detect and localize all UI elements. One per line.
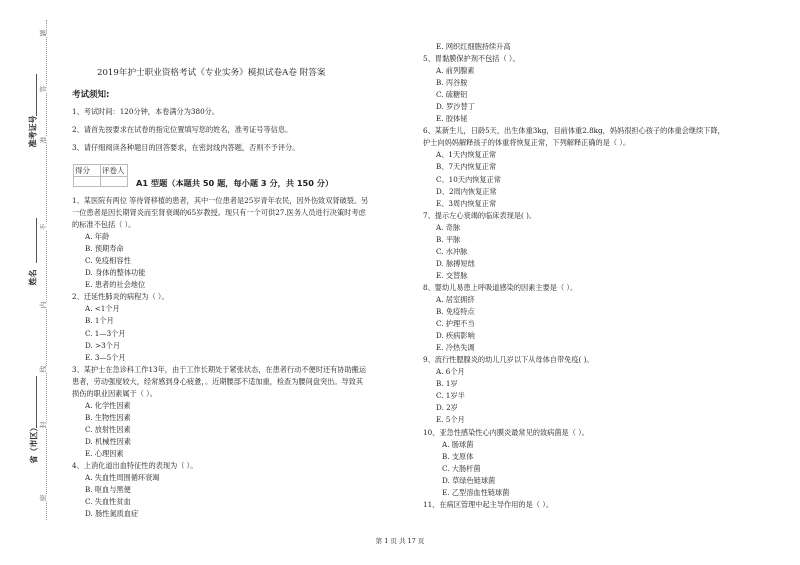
question-option: A. 前列腺素 [436, 66, 475, 76]
question-text: 一位患者是因长期肾炎而至肾衰竭的65岁教授。现只有一个可供27.医务人员进行决策时考虑 [72, 208, 366, 218]
question-text: 3、某护士在急诊科工作13年，由于工作长期处于紧张状态，在患者行动不便时还有协助搬运 [72, 364, 367, 374]
question-text: 11、在病区管理中起主导作用的是（ ）。 [423, 499, 554, 509]
section-title: A1 型题（本题共 50 题，每小题 3 分，共 150 分） [136, 178, 334, 188]
question-option: E. 心理因素 [85, 448, 124, 458]
question-text: 1、某医院有两位 等待肾移植的患者，其中一位患者是25岁青年农民，因外伤致双肾破裂。另 [72, 196, 369, 205]
seal-char: 不 [39, 223, 48, 231]
question-option: E. 患者的社会地位 [85, 280, 146, 290]
question-option: B. 1岁 [436, 379, 458, 389]
question-text: 损伤的职业因素属于（ ）。 [72, 388, 157, 398]
question-text: 5、胃黏膜保护剂不包括（ ）。 [423, 54, 520, 64]
question-text: 4、上消化道出血特征性的表现为（ ）。 [72, 461, 198, 471]
name-rule [36, 218, 37, 263]
question-option: E. 胶体铋 [436, 114, 468, 124]
question-text: 8、婴幼儿易患上呼吸道感染的因素主要是（ ）。 [423, 282, 578, 292]
question-option: C. 1岁半 [436, 391, 465, 401]
question-option: B. 呕血与黑便 [85, 485, 131, 495]
province-label: 省（市区） [29, 423, 39, 464]
seal-char: 题 [39, 29, 48, 37]
question-option: E、3周内恢复正常 [436, 198, 497, 208]
question-option: D. >3个月 [85, 340, 121, 350]
right-column [423, 41, 725, 511]
question-option: A. <1个月 [85, 304, 120, 314]
notice-item: 3、请仔细阅读各种题目的回答要求，在密封线内答题，否则不予评分。 [72, 143, 300, 152]
question-option: E. 网织红细胞持续升高 [436, 42, 511, 51]
question-option: D. 疾病影响 [436, 331, 475, 341]
question-option: B. 丙谷胺 [436, 78, 468, 88]
question-text: 10、亚急性感染性心内膜炎最常见的致病菌是（ ）。 [423, 427, 589, 437]
question-option: A. 年龄 [85, 232, 110, 242]
question-option: D. 机械性因素 [85, 436, 132, 446]
question-q7 [423, 210, 725, 282]
question-option: C. 护理不当 [436, 319, 475, 329]
province-rule [36, 376, 37, 428]
seal-char: 内 [39, 301, 48, 309]
question-option: A. 肠球菌 [442, 439, 474, 449]
seal-char: 封 [39, 421, 48, 429]
question-option: E. 5个月 [436, 415, 465, 425]
question-q2 [72, 291, 368, 363]
score-cell[interactable] [74, 177, 101, 187]
seal-char: 密 [39, 494, 48, 502]
question-option: C. 免疫相容性 [85, 256, 131, 266]
question-option: D. 脉搏短绌 [436, 258, 475, 268]
question-q11 [423, 499, 725, 511]
question-option: D. 罗沙替丁 [436, 102, 475, 112]
question-option: B. 平脉 [436, 234, 461, 244]
question-q6 [423, 125, 725, 209]
question-option: C. 1—3个月 [85, 328, 126, 338]
question-option: A. 奇脉 [436, 222, 461, 232]
question-option: C. 大肠杆菌 [442, 463, 481, 473]
question-text: 2、迁延性肺炎的病程为（ ）。 [72, 292, 169, 302]
question-q10 [423, 427, 725, 499]
question-text: 9、流行性腮腺炎的幼儿几岁以下从母体自带免疫( )。 [423, 355, 594, 365]
question-option: C. 失血性贫血 [85, 497, 131, 507]
question-option: D. 草绿色链球菌 [442, 475, 496, 485]
question-option: A. 居室拥挤 [436, 294, 475, 304]
question-option: D. 肠性氮质血症 [85, 509, 139, 519]
question-option: B. 预期寿命 [85, 244, 124, 254]
question-option: D、2周内恢复正常 [436, 186, 497, 196]
score-header: 得分 [74, 165, 101, 177]
question-option: A. 化学性因素 [85, 400, 131, 410]
question-q1 [72, 195, 368, 291]
question-text: 患者，劳动强度较大，经常感到身心疲惫，。近期腰部不适加重，检查为腰间盘突出。导致其 [72, 376, 364, 386]
grader-header: 评卷人 [101, 165, 128, 177]
question-option: C. 放射性因素 [85, 424, 131, 434]
exam-id-label: 准考证号 [28, 115, 38, 148]
question-text: 的标准不包括（ ）。 [72, 220, 136, 230]
question-option: B. 支原体 [442, 451, 474, 461]
question-option: B. 免疫特点 [436, 307, 475, 317]
left-column [72, 195, 368, 520]
question-option: B. 生物性因素 [85, 412, 131, 422]
question-option: A. 失血性周围循环衰竭 [85, 473, 160, 483]
seal-char: 答 [39, 85, 48, 93]
question-q9 [423, 354, 725, 426]
question-option: E. 3—5个月 [85, 352, 126, 362]
question-option: D. 身体的整体功能 [85, 268, 146, 278]
page-title: 2019年护士职业资格考试《专业实务》模拟试卷A卷 附答案 [97, 68, 326, 78]
exam-id-rule [36, 74, 37, 116]
question-option: E. 乙型溶血性链球菌 [442, 487, 510, 497]
notice-item: 2、请首先按要求在试卷的指定位置填写您的姓名，准考证号等信息。 [72, 125, 293, 134]
question-option: B. 1个月 [85, 316, 114, 326]
question-q5 [423, 53, 725, 125]
page-footer: 第 1 页 共 17 页 [375, 537, 425, 545]
question-text: 7、提示左心衰竭的临床表现是( )。 [423, 210, 537, 220]
seal-char: 准 [39, 136, 48, 144]
question-option: A、1天内恢复正常 [436, 150, 497, 160]
question-option: D. 2岁 [436, 403, 458, 413]
question-q8 [423, 282, 725, 354]
question-option: C. 水冲脉 [436, 246, 468, 256]
question-option: C、10天内恢复正常 [436, 174, 501, 184]
question-q3 [72, 364, 368, 460]
question-option: C. 硫糖铝 [436, 90, 468, 100]
question-text: 护士向妈妈解释孩子的体重将恢复正常，下列解释正确的是（ ）。 [423, 138, 631, 148]
notice-heading: 考试须知: [72, 90, 110, 100]
question-option: E. 冷热失调 [436, 343, 475, 353]
question-option: B、7天内恢复正常 [436, 162, 497, 172]
question-q4 [72, 460, 368, 520]
score-table [73, 164, 128, 187]
question-option: E. 交替脉 [436, 270, 468, 280]
notice-item: 1、考试时间：120分钟，本卷满分为380分。 [72, 107, 220, 116]
name-label: 姓名 [28, 269, 38, 286]
question-option: A. 6个月 [436, 367, 465, 377]
seal-char: 线 [39, 365, 48, 373]
question-text: 6、某新生儿，日龄5天，出生体重3kg，目前体重2.8kg，妈妈很担心孩子的体重会继续下降， [423, 126, 725, 136]
grader-cell[interactable] [101, 177, 128, 187]
seal-line [46, 20, 47, 520]
